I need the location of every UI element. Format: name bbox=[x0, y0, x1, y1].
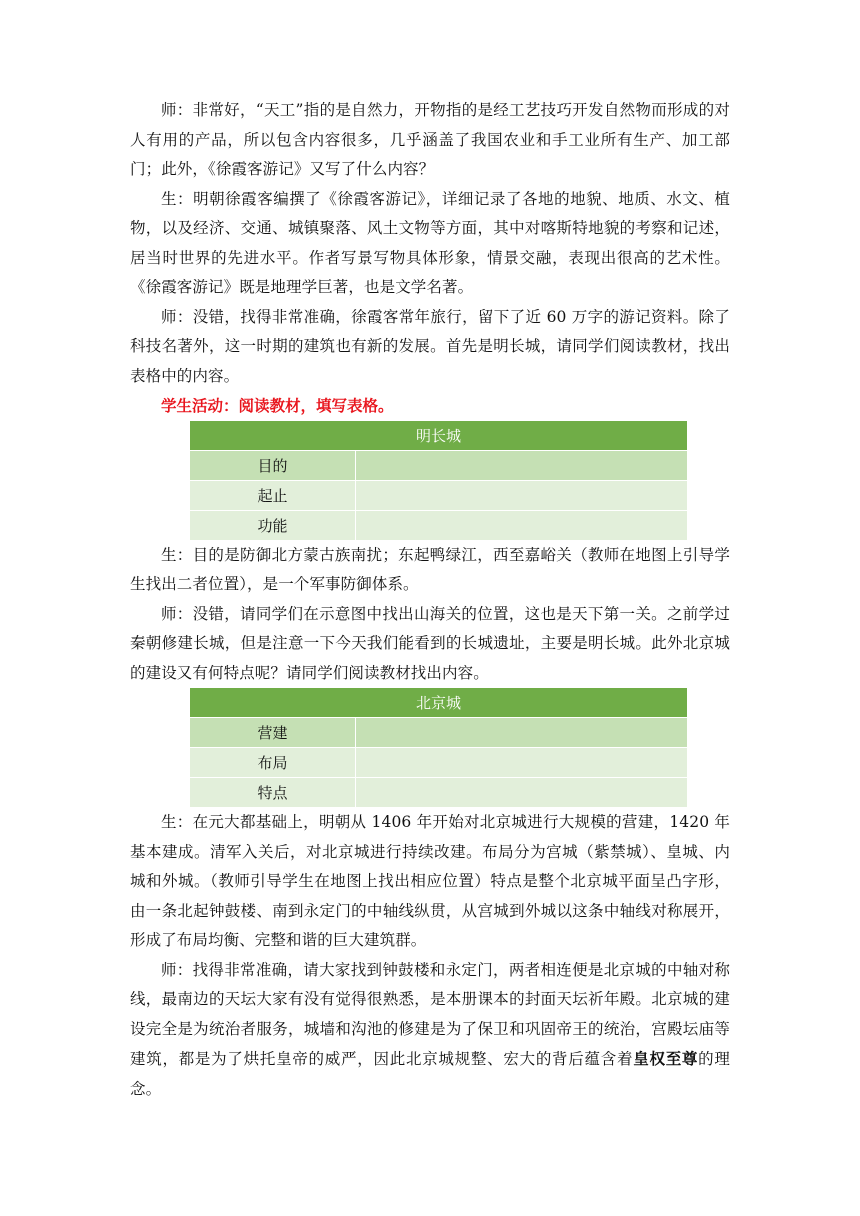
emphasis-text: 皇权至尊 bbox=[633, 1049, 699, 1068]
table-row bbox=[190, 510, 687, 540]
document-page bbox=[130, 96, 730, 1104]
beijing-city-table bbox=[190, 688, 687, 808]
row-label: 起止 bbox=[190, 480, 356, 510]
table-row bbox=[190, 450, 687, 480]
row-label: 功能 bbox=[190, 510, 356, 540]
table-row bbox=[190, 480, 687, 510]
row-label: 营建 bbox=[190, 718, 356, 748]
row-value-cell[interactable] bbox=[356, 450, 688, 480]
table-title: 明长城 bbox=[190, 421, 687, 451]
table-row bbox=[190, 748, 687, 778]
paragraph-student-3: 生：在元大都基础上，明朝从 1406 年开始对北京城进行大规模的营建，1420 年基本建成。清军入关后，对北京城进行持续改建。布局分为宫城（紫禁城）、皇城、内城和外城。（教师引导学生在地图上找出相应位置）特点是整个北京城平面呈凸字形，由一条北起钟鼓楼、南到永定门的中轴线纵贯，从宫城到外城以这条中轴线对称展开，形成了布局均衡、完整和谐的巨大建筑群。 bbox=[130, 813, 730, 949]
paragraph-text-end: 的理念。 bbox=[130, 1050, 731, 1098]
table-title: 北京城 bbox=[190, 688, 687, 718]
row-value-cell[interactable] bbox=[356, 718, 688, 748]
row-value-cell[interactable] bbox=[356, 778, 688, 808]
row-label: 布局 bbox=[190, 748, 356, 778]
paragraph-teacher-4 bbox=[130, 956, 730, 1105]
paragraph-text: 师：找得非常准确，请大家找到钟鼓楼和永定门，两者相连便是北京城的中轴对称线，最南边的天坛大家有没有觉得很熟悉，是本册课本的封面天坛祈年殿。北京城的建设完全是为统治者服务，城墙和沟池的修建是为了保卫和巩固帝王的统治，宫殿坛庙等建筑，都是为了烘托皇帝的威严，因此北京城规整、宏大的背后蕴含着 bbox=[130, 960, 730, 1068]
table-row bbox=[190, 718, 687, 748]
row-label: 特点 bbox=[190, 778, 356, 808]
row-value-cell[interactable] bbox=[356, 748, 688, 778]
paragraph-teacher-1: 师：非常好，“天工”指的是自然力，开物指的是经工艺技巧开发自然物而形成的对人有用的产品，所以包含内容很多，几乎涵盖了我国农业和手工业所有生产、加工部门；此外，《徐霞客游记》又写了什么内容？ bbox=[130, 101, 730, 178]
paragraph-student-1: 生：明朝徐霞客编撰了《徐霞客游记》，详细记录了各地的地貌、地质、水文、植物，以及经济、交通、城镇聚落、风土文物等方面，其中对喀斯特地貌的考察和记述，居当时世界的先进水平。作者写景写物具体形象，情景交融，表现出很高的艺术性。《徐霞客游记》既是地理学巨著，也是文学名著。 bbox=[130, 189, 730, 296]
row-label: 目的 bbox=[190, 450, 356, 480]
row-value-cell[interactable] bbox=[356, 510, 688, 540]
paragraph-teacher-3: 师：没错，请同学们在示意图中找出山海关的位置，这也是天下第一关。之前学过秦朝修建长城，但是注意一下今天我们能看到的长城遗址，主要是明长城。此外北京城的建设又有何特点呢？请同学们阅读教材找出内容。 bbox=[130, 604, 730, 682]
row-value-cell[interactable] bbox=[356, 480, 688, 510]
table-row bbox=[190, 778, 687, 808]
student-activity-heading: 学生活动：阅读教材，填写表格。 bbox=[161, 396, 394, 415]
paragraph-teacher-2: 师：没错，找得非常准确，徐霞客常年旅行，留下了近 60 万字的游记资料。除了科技名著外，这一时期的建筑也有新的发展。首先是明长城，请同学们阅读教材，找出表格中的内容。 bbox=[130, 307, 730, 385]
paragraph-student-2: 生：目的是防御北方蒙古族南扰；东起鸭绿江，西至嘉峪关（教师在地图上引导学生找出二者位置），是一个军事防御体系。 bbox=[130, 545, 730, 593]
ming-great-wall-table bbox=[190, 421, 687, 541]
